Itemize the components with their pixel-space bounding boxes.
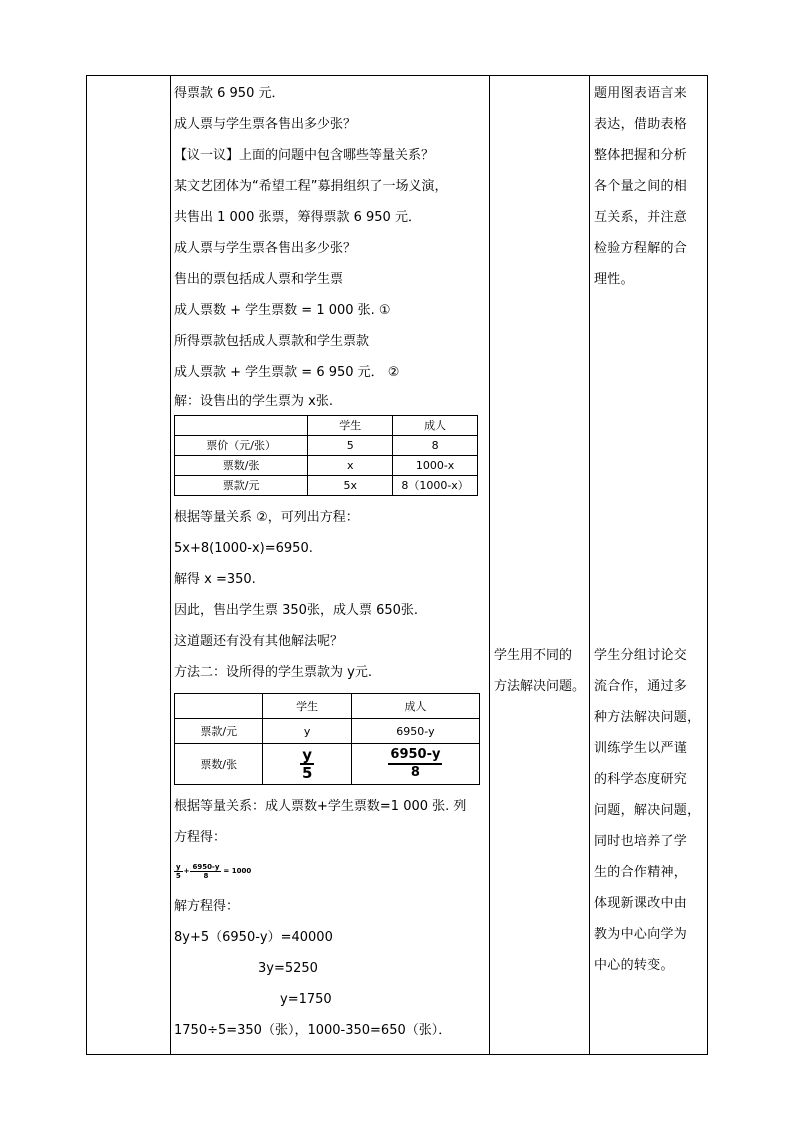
text-line: 训练学生以严谨 <box>594 741 688 756</box>
table-cell: 票款/元 <box>175 719 263 744</box>
fraction-denominator: 8 <box>203 871 209 880</box>
text-line: 各个量之间的相 <box>594 179 688 194</box>
text-line: 生的合作精神， <box>594 865 688 880</box>
text-line: 方程得： <box>174 830 227 845</box>
table-cell: 票价（元/张） <box>175 436 308 456</box>
text-line: 成人票与学生票各售出多少张？ <box>174 117 357 132</box>
column-divider <box>170 75 171 1055</box>
fraction-numerator: y <box>302 746 313 764</box>
fraction <box>174 863 183 880</box>
equation-line-2: 成人票款 + 学生票款 = 6 950 元． ② <box>174 365 400 380</box>
design-intent-cell <box>594 640 704 981</box>
text-line: 表达，借助表格 <box>594 117 688 132</box>
table-row <box>175 719 480 744</box>
fraction <box>190 863 221 880</box>
text-line: 检验方程解的合 <box>594 241 688 256</box>
ticket-table-2 <box>174 693 480 785</box>
table-cell: 票数/张 <box>175 456 308 476</box>
table-header-cell <box>175 416 308 436</box>
text-line: 中心的转变。 <box>594 958 674 973</box>
text-line: 体现新课改中由 <box>594 896 688 911</box>
table-cell: 票数/张 <box>175 744 263 785</box>
text-line: 学生用不同的 <box>494 648 573 663</box>
equation-line: 5x+8(1000-x)=6950. <box>174 541 313 556</box>
table-cell: 6950-y <box>351 719 479 744</box>
fraction-numerator: y <box>176 862 181 871</box>
text-line: 方法二：设所得的学生票款为 y元. <box>174 665 372 680</box>
student-activity-cell <box>494 640 586 702</box>
table-cell <box>263 744 351 785</box>
text-line: 种方法解决问题， <box>594 710 701 725</box>
text-line: 问题，解决问题， <box>594 803 701 818</box>
text-line: 根据等量关系：成人票数+学生票数=1 000 张. 列 <box>174 799 467 814</box>
table-header-cell: 学生 <box>308 416 393 436</box>
text-line: 所得票款包括成人票款和学生票款 <box>174 334 370 349</box>
plus-sign: + <box>183 867 190 875</box>
text-line: 解方程得： <box>174 899 240 914</box>
text-line: 解：设售出的学生票为 x张. <box>174 394 333 409</box>
text-line: 互关系，并注意 <box>594 210 688 225</box>
text-line: 售出的票包括成人票和学生票 <box>174 272 344 287</box>
column-divider <box>589 75 590 1055</box>
equation-line: 8y+5（6950-y）=40000 <box>174 930 333 945</box>
fraction-numerator: 6950-y <box>388 747 442 765</box>
fraction-denominator: 5 <box>301 764 313 782</box>
text-line: 这道题还有没有其他解法呢？ <box>174 634 344 649</box>
table-cell: 8 <box>393 436 478 456</box>
text-line: 因此，售出学生票 350张，成人票 650张. <box>174 603 419 618</box>
text-line: 根据等量关系 ②，可列出方程： <box>174 510 359 525</box>
text-line: 流合作，通过多 <box>594 679 688 694</box>
table-header-cell: 成人 <box>351 694 479 719</box>
lesson-content-cell <box>174 78 486 1046</box>
equation-line: y=1750 <box>280 992 332 1007</box>
ticket-table-1 <box>174 415 478 496</box>
column-divider <box>489 75 490 1055</box>
equation-rhs: = 1000 <box>223 867 252 875</box>
table-cell: 1000-x <box>393 456 478 476</box>
fraction-student <box>300 747 314 781</box>
table-row <box>175 456 478 476</box>
table-cell: 5 <box>308 436 393 456</box>
text-line: 教为中心向学为 <box>594 927 688 942</box>
table-header-cell: 成人 <box>393 416 478 436</box>
text-line: 方法解决问题。 <box>494 679 586 694</box>
text-line: 学生分组讨论交 <box>594 648 688 663</box>
equation-line-1: 成人票数 + 学生票数 = 1 000 张. ① <box>174 303 391 318</box>
table-row <box>175 744 480 785</box>
table-row <box>175 436 478 456</box>
text-line: 题用图表语言来 <box>594 86 688 101</box>
text-line: 的科学态度研究 <box>594 772 688 787</box>
fraction-denominator: 5 <box>175 871 181 880</box>
table-cell: x <box>308 456 393 476</box>
table-header-cell <box>175 694 263 719</box>
fraction-denominator: 8 <box>410 765 420 780</box>
text-line: 1750÷5=350（张），1000-350=650（张）． <box>174 1023 452 1038</box>
design-intent-cell <box>594 78 704 295</box>
fraction-adult <box>388 747 442 781</box>
table-cell: 5x <box>308 476 393 496</box>
text-line: 某文艺团体为“希望工程”募捐组织了一场义演， <box>174 179 448 194</box>
text-line: 解得 x =350. <box>174 572 256 587</box>
text-line: 整体把握和分析 <box>594 148 688 163</box>
table-cell <box>351 744 479 785</box>
table-cell: 8（1000-x） <box>393 476 478 496</box>
table-cell: y <box>263 719 351 744</box>
table-header-cell: 学生 <box>263 694 351 719</box>
fraction-equation <box>174 853 486 889</box>
table-row <box>175 476 478 496</box>
text-line: 得票款 6 950 元． <box>174 86 285 101</box>
text-line: 理性。 <box>594 272 634 287</box>
text-line: 【议一议】上面的问题中包含哪些等量关系？ <box>174 148 435 163</box>
equation-line: 3y=5250 <box>258 961 318 976</box>
text-line: 共售出 1 000 张票，筹得票款 6 950 元． <box>174 210 421 225</box>
table-cell: 票款/元 <box>175 476 308 496</box>
text-line: 同时也培养了学 <box>594 834 688 849</box>
text-line: 成人票与学生票各售出多少张？ <box>174 241 357 256</box>
fraction-numerator: 6950-y <box>192 862 220 871</box>
